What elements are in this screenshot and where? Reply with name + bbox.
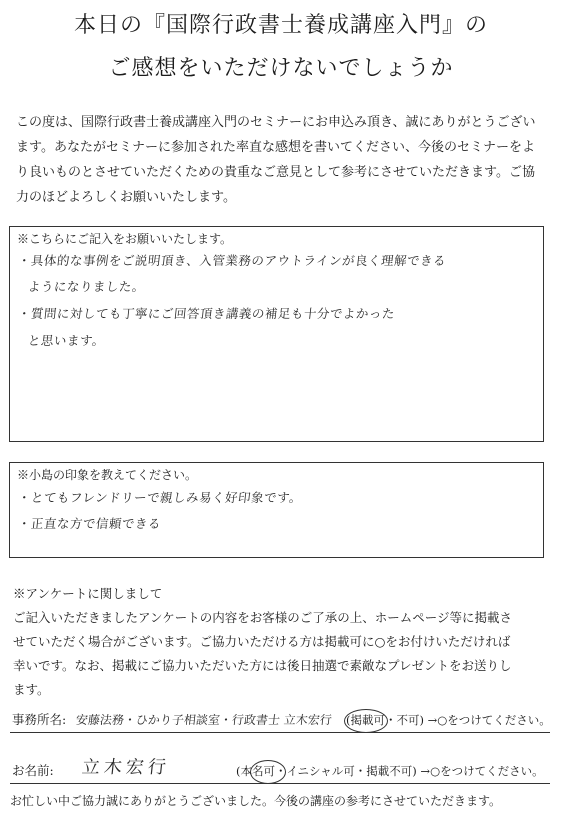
intro-line: ます。あなたがセミナーに参加された率直な感想を書いてください、今後のセミナーをよ <box>16 140 535 155</box>
intro-line: 力のほどよろしくお願いいたします。 <box>16 190 236 205</box>
page-title-line-1: 本日の『国際行政書士養成講座入門』の <box>73 13 488 38</box>
notice-line: ご記入いただきましたアンケートの内容をお客様のご了承の上、ホームページ等に掲載さ <box>13 610 513 625</box>
office-name-field[interactable] <box>10 704 550 733</box>
intro-line: この度は、国際行政書士養成講座入門のセミナーにお申込み頂き、誠にありがとうござい <box>16 115 536 130</box>
kojima-impression-box-label: ※小島の印象を教えてください。 <box>17 468 198 482</box>
name-value: 立木宏行 <box>80 757 171 778</box>
handwritten-line: と思います。 <box>27 333 106 348</box>
office-name-label: 事務所名: <box>12 712 67 727</box>
office-name-value: 安藤法務・ひかり子相談室・行政書士 立木宏行 <box>75 713 333 727</box>
page-title-line-2: ご感想をいただけないでしょうか <box>108 56 454 81</box>
handwritten-line: ・正直な方で信頼できる <box>17 516 162 531</box>
handwritten-line: ・質問に対しても丁寧にご回答頂き講義の補足も十分でよかった <box>17 306 396 321</box>
name-publish-options[interactable]: (本名可・イニシャル可・掲載不可) →○をつけてください。 <box>236 764 544 778</box>
intro-line: り良いものとさせていただくための貴重なご意見として参考にさせていただきます。ご協 <box>16 165 535 180</box>
name-label: お名前: <box>12 763 54 778</box>
handwritten-line: ・具体的な事例をご説明頂き、入管業務のアウトラインが良く理解できる <box>17 253 447 268</box>
footer-thanks: お忙しい中ご協力誠にありがとうございました。今後の講座の参考にさせていただきます。 <box>10 794 502 808</box>
kojima-impression-box[interactable] <box>9 462 544 558</box>
notice-line: 幸いです。なお、掲載にご協力いただいた方には後日抽選で素敵なプレゼントをお送りし <box>13 658 512 673</box>
notice-line: せていただく場合がございます。ご協力いただける方は掲載可に○をお付けいただければ <box>13 634 511 649</box>
handwritten-line: ・とてもフレンドリーで親しみ易く好印象です。 <box>17 490 303 505</box>
notice-line: ます。 <box>13 682 50 697</box>
impression-box[interactable] <box>9 226 544 442</box>
name-field[interactable] <box>10 755 550 784</box>
intro-paragraph <box>16 110 548 210</box>
handwritten-line: ようになりました。 <box>27 279 146 294</box>
impression-box-label: ※こちらにご記入をお願いいたします。 <box>17 232 233 246</box>
survey-notice <box>13 582 553 702</box>
office-publish-options[interactable]: (掲載可・不可) →○をつけてください。 <box>346 713 551 727</box>
notice-heading: ※アンケートに関しまして <box>13 586 163 601</box>
